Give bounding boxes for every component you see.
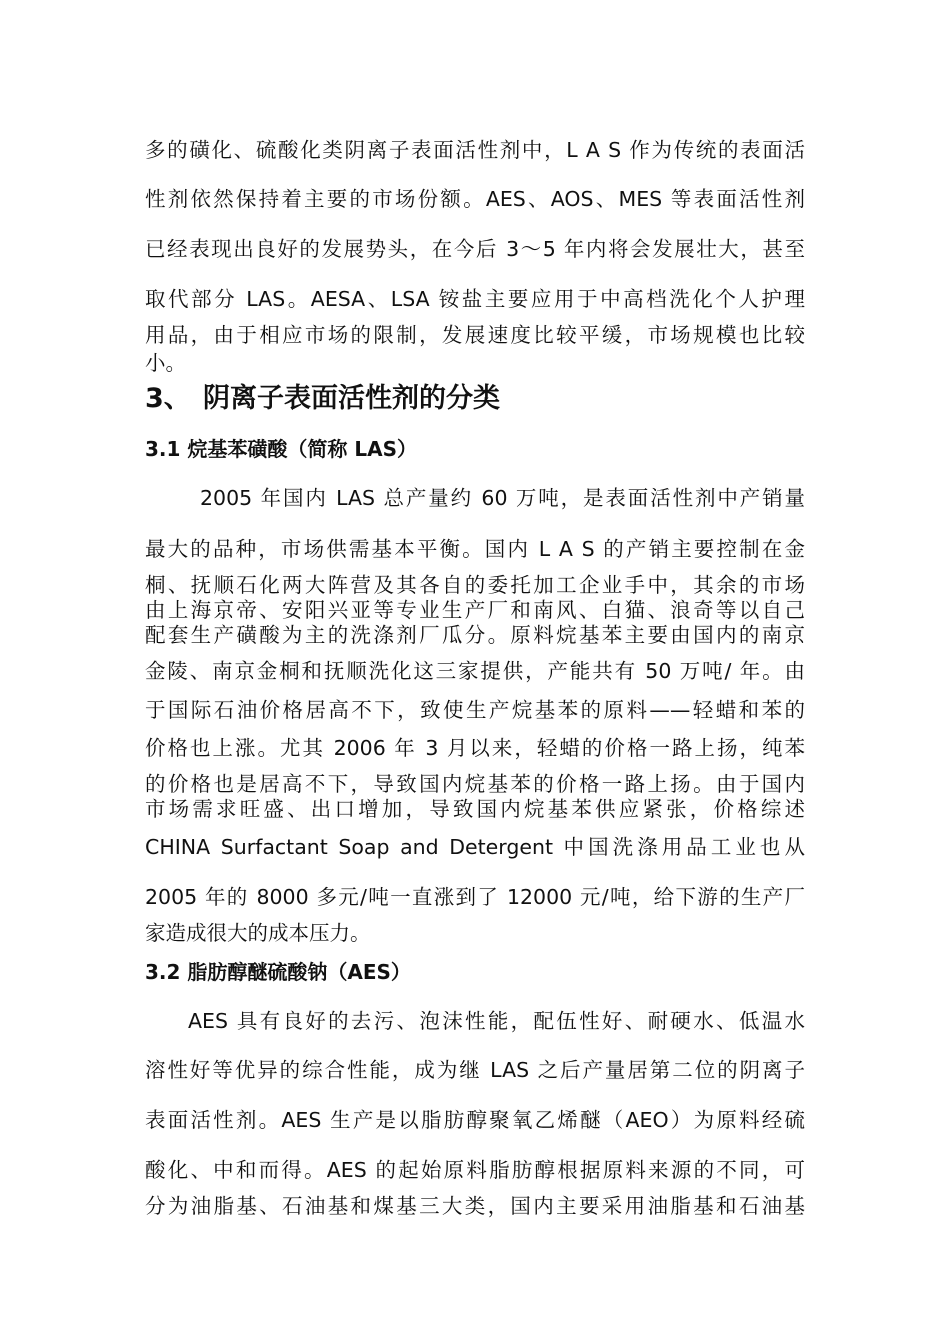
body-text-line: 家造成很大的成本压力。 xyxy=(145,921,371,945)
section-title: 阴离子表面活性剂的分类 xyxy=(203,383,500,414)
body-text-line: 溶性好等优异的综合性能，成为继 LAS 之后产量居第二位的阴离子 xyxy=(145,1058,805,1082)
body-text-line: 的价格也是居高不下，导致国内烷基苯的价格一路上扬。由于国内 xyxy=(145,772,805,796)
body-text-line: 用品，由于相应市场的限制，发展速度比较平缓，市场规模也比较 xyxy=(145,323,805,347)
body-text-line: 性剂依然保持着主要的市场份额。AES、AOS、MES 等表面活性剂 xyxy=(145,187,805,211)
body-text-line: 小。 xyxy=(145,351,186,375)
body-text-line: 酸化、中和而得。AES 的起始原料脂肪醇根据原料来源的不同，可 xyxy=(145,1158,805,1182)
body-text-line: 配套生产磺酸为主的洗涤剂厂瓜分。原料烷基苯主要由国内的南京 xyxy=(145,623,805,647)
body-text-line: 表面活性剂。AES 生产是以脂肪醇聚氧乙烯醚（AEO）为原料经硫 xyxy=(145,1108,805,1132)
body-text-line: 2005 年国内 LAS 总产量约 60 万吨，是表面活性剂中产销量 xyxy=(200,486,805,510)
body-text-line: 取代部分 LAS。AESA、LSA 铵盐主要应用于中高档洗化个人护理 xyxy=(145,287,805,311)
body-text-line: CHINA Surfactant Soap and Detergent 中国洗涤用品工业也从 xyxy=(145,835,805,859)
body-text-line: 于国际石油价格居高不下，致使生产烷基苯的原料——轻蜡和苯的 xyxy=(145,698,805,722)
subsection-heading-3-2: 3.2 脂肪醇醚硫酸钠（AES） xyxy=(145,960,411,984)
body-text-line: 市场需求旺盛、出口增加，导致国内烷基苯供应紧张，价格综述 xyxy=(145,797,805,821)
body-text-line: 桐、抚顺石化两大阵营及其各自的委托加工企业手中，其余的市场 xyxy=(145,573,805,597)
body-text-line: 2005 年的 8000 多元/吨一直涨到了 12000 元/吨，给下游的生产厂 xyxy=(145,885,805,909)
body-text-line: 金陵、南京金桐和抚顺洗化这三家提供，产能共有 50 万吨/ 年。由 xyxy=(145,659,805,683)
body-text-line: 多的磺化、硫酸化类阴离子表面活性剂中，L A S 作为传统的表面活 xyxy=(145,138,805,162)
section-number: 3、 xyxy=(145,383,191,414)
body-text-line: AES 具有良好的去污、泡沫性能，配伍性好、耐硬水、低温水 xyxy=(188,1009,805,1033)
body-text-line: 已经表现出良好的发展势头，在今后 3～5 年内将会发展壮大，甚至 xyxy=(145,237,805,261)
body-text-line: 由上海京帝、安阳兴亚等专业生产厂和南风、白猫、浪奇等以自己 xyxy=(145,598,805,622)
body-text-line: 价格也上涨。尤其 2006 年 3 月以来，轻蜡的价格一路上扬，纯苯 xyxy=(145,736,805,760)
body-text-line: 分为油脂基、石油基和煤基三大类，国内主要采用油脂基和石油基 xyxy=(145,1194,805,1218)
section-heading xyxy=(145,382,500,416)
subsection-heading-3-1: 3.1 烷基苯磺酸（简称 LAS） xyxy=(145,437,417,461)
body-text-line: 最大的品种，市场供需基本平衡。国内 L A S 的产销主要控制在金 xyxy=(145,537,805,561)
